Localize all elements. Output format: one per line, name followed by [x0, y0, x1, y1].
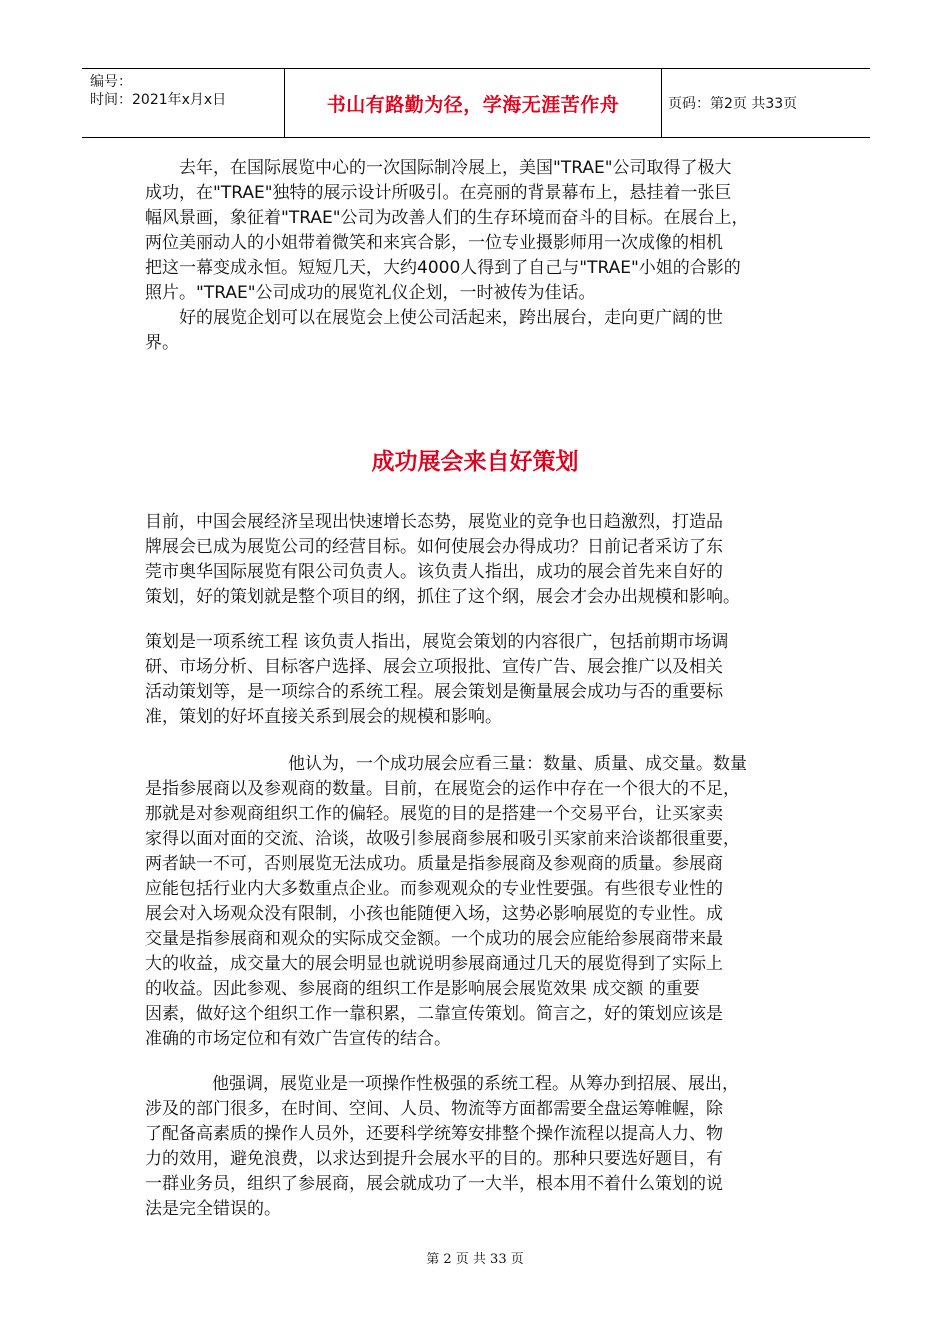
text-line: 策划，好的策划就是整个项目的纲，抓住了这个纲，展会才会办出规模和影响。: [145, 587, 740, 607]
header-page-cell: [662, 69, 870, 137]
text-line: 成功，在"TRAE"独特的展示设计所吸引。在亮丽的背景幕布上，悬挂着一张巨: [145, 183, 732, 203]
text-line: 牌展会已成为展览公司的经营目标。如何使展会办得成功？日前记者采访了东: [145, 537, 723, 557]
intro-paragraph: [145, 156, 810, 356]
text-line: 好的展览企划可以在展览会上使公司活起来，跨出展台，走向更广阔的世: [179, 308, 723, 328]
header-page-info: 页码：第2页 共33页: [668, 96, 798, 112]
text-line: 展会对入场观众没有限制，小孩也能随便入场，这势必影响展览的专业性。成: [145, 904, 723, 924]
text-line: 策划是一项系统工程 该负责人指出，展览会策划的内容很广，包括前期市场调: [145, 632, 729, 652]
text-line: 家得以面对面的交流、洽谈，故吸引参展商参展和吸引买家前来洽谈都很重要，: [145, 829, 740, 849]
text-line: 他认为，一个成功展会应看三量：数量、质量、成交量。数量: [288, 754, 747, 774]
text-line: 大的收益，成交量大的展会明显也就说明参展商通过几天的展览得到了实际上: [145, 954, 723, 974]
text-line: 活动策划等，是一项综合的系统工程。展会策划是衡量展会成功与否的重要标: [145, 682, 723, 702]
text-line: 照片。"TRAE"公司成功的展览礼仪企划，一时被传为佳话。: [145, 283, 596, 303]
header-motto: 书山有路勤为径，学海无涯苦作舟: [326, 93, 620, 116]
header-meta-cell: [82, 69, 285, 137]
text-line: 是指参展商以及参观商的数量。目前，在展览会的运作中存在一个很大的不足，: [145, 779, 740, 799]
text-line: 那就是对参观商组织工作的偏轻。展览的目的是搭建一个交易平台，让买家卖: [145, 804, 723, 824]
text-line: 一群业务员，组织了参展商，展会就成功了一大半，根本用不着什么策划的说: [145, 1174, 723, 1194]
text-line: 了配备高素质的操作人员外，还要科学统筹安排整个操作流程以提高人力、物: [145, 1124, 723, 1144]
text-line: 去年，在国际展览中心的一次国际制冷展上，美国"TRAE"公司取得了极大: [179, 158, 732, 178]
text-line: 界。: [145, 333, 179, 353]
paragraph-4: [145, 1072, 810, 1222]
text-line: 力的效用，避免浪费，以求达到提升会展水平的目的。那种只要选好题目，有: [145, 1149, 723, 1169]
text-line: 准确的市场定位和有效广告宣传的结合。: [145, 1029, 451, 1049]
text-line: 他强调，展览业是一项操作性极强的系统工程。从筹办到招展、展出，: [212, 1074, 739, 1094]
header-motto-cell: [285, 69, 662, 137]
text-line: 涉及的部门很多，在时间、空间、人员、物流等方面都需要全盘运筹帷幄，除: [145, 1099, 723, 1119]
text-line: 把这一幕变成永恒。短短几天，大约4000人得到了自己与"TRAE"小姐的合影的: [145, 258, 741, 278]
page-footer: 第 2 页 共 33 页: [426, 1252, 524, 1267]
text-line: 莞市奥华国际展览有限公司负责人。该负责人指出，成功的展会首先来自好的: [145, 562, 723, 582]
text-line: 准，策划的好坏直接关系到展会的规模和影响。: [145, 707, 502, 727]
text-line: 法是完全错误的。: [145, 1199, 281, 1219]
paragraph-1: [145, 510, 810, 610]
text-line: 研、市场分析、目标客户选择、展会立项报批、宣传广告、展会推广以及相关: [145, 657, 723, 677]
section-title: 成功展会来自好策划: [371, 449, 579, 475]
text-line: 应能包括行业内大多数重点企业。而参观观众的专业性要强。有些很专业性的: [145, 879, 723, 899]
text-line: 的收益。因此参观、参展商的组织工作是影响展会展览效果 成交额 的重要: [145, 979, 700, 999]
page-header: [82, 68, 870, 138]
text-line: 目前，中国会展经济呈现出快速增长态势，展览业的竞争也日趋激烈，打造品: [145, 512, 723, 532]
text-line: 两者缺一不可，否则展览无法成功。质量是指参展商及参观商的质量。参展商: [145, 854, 723, 874]
text-line: 交量是指参展商和观众的实际成交金额。一个成功的展会应能给参展商带来最: [145, 929, 723, 949]
document-number-label: 编号：: [90, 74, 132, 90]
document-time-label: 时间：2021年x月x日: [90, 92, 227, 108]
text-line: 因素，做好这个组织工作一靠积累，二靠宣传策划。简言之，好的策划应该是: [145, 1004, 723, 1024]
paragraph-3: [145, 752, 810, 1052]
text-line: 两位美丽动人的小姐带着微笑和来宾合影，一位专业摄影师用一次成像的相机: [145, 233, 723, 253]
text-line: 幅风景画，象征着"TRAE"公司为改善人们的生存环境而奋斗的目标。在展台上，: [145, 208, 749, 228]
paragraph-2: [145, 630, 810, 730]
